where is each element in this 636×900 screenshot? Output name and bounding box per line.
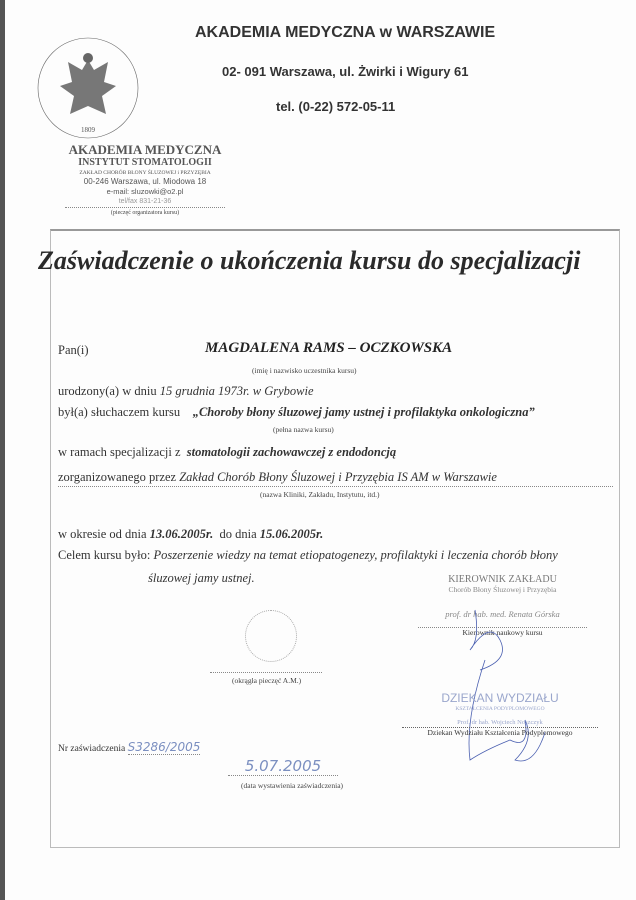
stamp-line: ZAKŁAD CHORÓB BŁONY ŚLUZOWEJ i PRZYZĘBIA [79, 170, 211, 176]
head-caption: Kierownik naukowy kursu [418, 627, 587, 637]
dean-signature-block [400, 691, 600, 738]
dean-stamp: DZIEKAN WYDZIAŁU [441, 691, 559, 705]
stamp-line: INSTYTUT STOMATOLOGII [78, 157, 212, 168]
period-label-to: do dnia [219, 527, 257, 541]
dean-caption: Dziekan Wydziału Kształcenia Podyplomowego [427, 728, 573, 737]
nr-label: Nr zaświadczenia [58, 744, 126, 754]
stamp-line: 00-246 Warszawa, ul. Miodowa 18 [83, 177, 207, 186]
university-seal-logo [30, 36, 146, 140]
spec-value: stomatologii zachowawczej z endodoncją [186, 445, 397, 459]
dotted-line [58, 486, 613, 487]
document-title: Zaświadczenie o ukończenia kursu do specjalizacji [38, 246, 581, 275]
institution-address: 02- 091 Warszawa, ul. Żwirki i Wigury 61 [222, 64, 469, 79]
date-caption: (data wystawienia zaświadczenia) [241, 781, 344, 790]
head-stamp: KIEROWNIK ZAKŁADU [448, 574, 557, 585]
stamp-line: AKADEMIA MEDYCZNA [68, 142, 222, 157]
institution-phone: tel. (0-22) 572-05-11 [276, 99, 396, 114]
dotted-line [210, 672, 322, 673]
issue-date: 5.07.2005 [228, 757, 338, 776]
certificate-number-line [58, 740, 200, 754]
name-caption: (imię i nazwisko uczestnika kursu) [252, 366, 357, 375]
period-from: 13.06.2005r. [149, 527, 214, 541]
dean-name: Prof. dr hab. Wojciech Noszczyk [402, 718, 598, 728]
course-line [58, 405, 535, 420]
nr-value: S3286/2005 [127, 740, 201, 754]
born-line [58, 384, 314, 399]
aim-value-cont: śluzowej jamy ustnej. [148, 571, 255, 585]
head-stamp-sub: Chorób Błony Śluzowej i Przyzębia [448, 585, 557, 594]
org-line [58, 470, 497, 485]
spec-label: w ramach specjalizacji z [58, 445, 181, 459]
seal-year: 1809 [81, 126, 95, 134]
aim-value: Poszerzenie wiedzy na temat etiopatogenezy, profilaktyki i leczenia chorób błony [153, 548, 558, 562]
aim-label: Celem kursu było: [58, 548, 151, 562]
dean-stamp-sub: KSZTAŁCENIA PODYPLOMOWEGO [455, 706, 545, 712]
round-seal-stamp [245, 610, 297, 662]
head-name: prof. dr hab. med. Renata Górska [445, 609, 560, 619]
spec-line [58, 445, 396, 460]
period-to: 15.06.2005r. [259, 527, 324, 541]
course-label: był(a) słuchaczem kursu [58, 405, 181, 419]
period-label: w okresie od dnia [58, 527, 147, 541]
org-caption: (nazwa Kliniki, Zakładu, Instytutu, itd.) [260, 490, 380, 499]
course-caption: (pełna nazwa kursu) [273, 425, 334, 434]
born-value: 15 grudnia 1973r. w Grybowie [159, 384, 314, 398]
scan-edge [0, 0, 5, 900]
stamp-line: e-mail: sluzowki@o2.pl [106, 187, 184, 196]
stamp-caption: (pieczęć organizatora kursu) [65, 207, 225, 218]
participant-name: MAGDALENA RAMS – OCZKOWSKA [205, 340, 453, 356]
born-label: urodzony(a) w dniu [58, 384, 157, 398]
aim-line [58, 548, 558, 563]
label-pan: Pan(i) [58, 343, 89, 357]
institution-name: AKADEMIA MEDYCZNA w WARSZAWIE [195, 24, 496, 41]
stamp-line: tel/fax 831-21-36 [118, 198, 172, 205]
organizer-stamp [55, 142, 235, 218]
org-value: Zakład Chorób Błony Śluzowej i Przyzębia IS AM w Warszawie [179, 470, 497, 484]
period-line [58, 527, 323, 542]
org-label: zorganizowanego przez [58, 470, 177, 484]
course-value: „Choroby błony śluzowej jamy ustnej i profilaktyka onkologiczna” [192, 405, 535, 419]
seal-caption: (okrągła pieczęć A.M.) [232, 676, 302, 685]
